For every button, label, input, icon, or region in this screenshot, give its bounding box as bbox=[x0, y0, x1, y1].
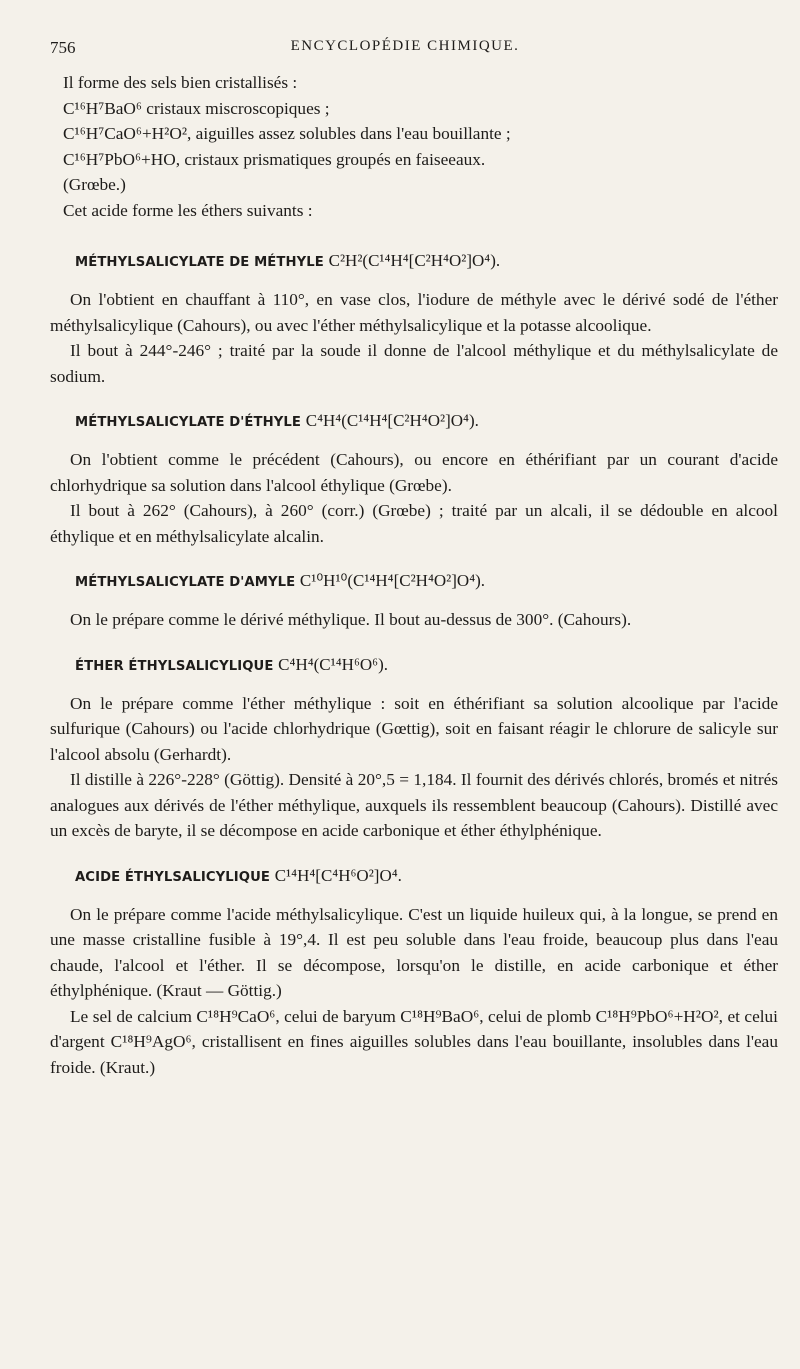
section-heading bbox=[75, 864, 778, 890]
paragraph: On l'obtient en chauffant à 110°, en vase clos, l'iodure de méthyle avec le dérivé sodé de l'éther méthylsalicylique (Cahours), ou avec l'éther méthylsalicylique et la potasse alcoolique. bbox=[50, 290, 778, 335]
intro-line: Il forme des sels bien cristallisés : bbox=[63, 73, 298, 92]
running-title: ENCYCLOPÉDIE CHIMIQUE. bbox=[290, 38, 520, 54]
intro-line: C¹⁶H⁷CaO⁶+H²O², aiguilles assez solubles dans l'eau bouillante ; bbox=[63, 124, 511, 143]
section-formula: C⁴H⁴(C¹⁴H⁶O⁶). bbox=[278, 654, 388, 674]
paragraph: Il bout à 244°-246° ; traité par la soude il donne de l'alcool méthylique et du méthylsalicylate de sodium. bbox=[50, 341, 778, 386]
page-content bbox=[50, 70, 778, 1080]
page-number: 756 bbox=[50, 38, 76, 57]
section-amyl-methylsalicylate bbox=[50, 569, 778, 633]
section-heading bbox=[75, 569, 778, 595]
paragraph: Il bout à 262° (Cahours), à 260° (corr.) (Grœbe) ; traité par un alcali, il se dédouble en alcool éthylique et en méthylsalicylate alcalin. bbox=[50, 501, 778, 546]
section-heading bbox=[75, 249, 778, 275]
paragraph: On le prépare comme l'éther méthylique : soit en éthérifiant sa solution alcoolique par l'acide sulfurique (Cahours) ou l'acide chlorhydrique (Gœttig), soit en faisant réagir le chlorure de salicyle sur l'alcool absolu (Gerhardt). bbox=[50, 693, 778, 764]
section-formula: C⁴H⁴(C¹⁴H⁴[C²H⁴O²]O⁴). bbox=[305, 411, 479, 430]
intro-line: Cet acide forme les éthers suivants : bbox=[63, 200, 313, 220]
intro-line: (Grœbe.) bbox=[63, 175, 126, 194]
section-formula: C¹⁰H¹⁰(C¹⁴H⁴[C²H⁴O²]O⁴). bbox=[299, 571, 486, 590]
intro-line: C¹⁶H⁷PbO⁶+HO, cristaux prismatiques groupés en faiseeaux. bbox=[63, 149, 486, 169]
section-heading bbox=[75, 653, 778, 679]
section-title: MÉTHYLSALICYLATE D'AMYLE bbox=[75, 575, 296, 590]
intro-line: C¹⁶H⁷BaO⁶ cristaux miscroscopiques ; bbox=[63, 98, 330, 118]
section-title: ÉTHER ÉTHYLSALICYLIQUE bbox=[75, 658, 274, 674]
section-ethylsalicylic-acid bbox=[50, 864, 778, 1081]
section-heading bbox=[75, 409, 778, 435]
page-header bbox=[50, 38, 760, 62]
paragraph: Le sel de calcium C¹⁸H⁹CaO⁶, celui de baryum C¹⁸H⁹BaO⁶, celui de plomb C¹⁸H⁹PbO⁶+H²O², et celui d'argent C¹⁸H⁹AgO⁶, cristallisent en fines aiguilles solubles dans l'eau bouillante, insolubles dans l'eau froide. (Kraut.) bbox=[50, 1006, 778, 1077]
paragraph: On le prépare comme le dérivé méthylique. Il bout au-dessus de 300°. (Cahours). bbox=[70, 610, 632, 629]
paragraph: On le prépare comme l'acide méthylsalicylique. C'est un liquide huileux qui, à la longue, se prend en une masse cristalline fusible à 19°,4. Il est peu soluble dans l'eau froide, beaucoup plus dans l'eau chaude, l'alcool et l'éther. Il se décompose, lorsqu'on le distille, en acide carbonique et éther éthylphénique. (Kraut — Göttig.) bbox=[50, 904, 778, 1000]
section-formula: C²H²(C¹⁴H⁴[C²H⁴O²]O⁴). bbox=[328, 251, 501, 270]
section-title: MÉTHYLSALICYLATE DE MÉTHYLE bbox=[75, 255, 324, 270]
section-methyl-methylsalicylate bbox=[50, 249, 778, 389]
section-title: ACIDE ÉTHYLSALICYLIQUE bbox=[75, 869, 271, 885]
section-ethyl-salicylic-ether bbox=[50, 653, 778, 844]
section-formula: C¹⁴H⁴[C⁴H⁶O²]O⁴. bbox=[274, 865, 402, 885]
section-ethyl-methylsalicylate bbox=[50, 409, 778, 549]
section-title: MÉTHYLSALICYLATE D'ÉTHYLE bbox=[75, 415, 302, 430]
paragraph: Il distille à 226°-228° (Göttig). Densité à 20°,5 = 1,184. Il fournit des dérivés chlorés, bromés et nitrés analogues aux dérivés de l'éther méthylique, auxquels ils ressemblent beaucoup (Cahours). Distillé avec un excès de baryte, il se décompose en acide carbonique et éther éthylphénique. bbox=[50, 770, 778, 840]
intro-section bbox=[50, 70, 778, 223]
paragraph: On l'obtient comme le précédent (Cahours), ou encore en éthérifiant par un courant d'acide chlorhydrique sa solution dans l'alcool éthylique (Grœbe). bbox=[50, 450, 778, 495]
